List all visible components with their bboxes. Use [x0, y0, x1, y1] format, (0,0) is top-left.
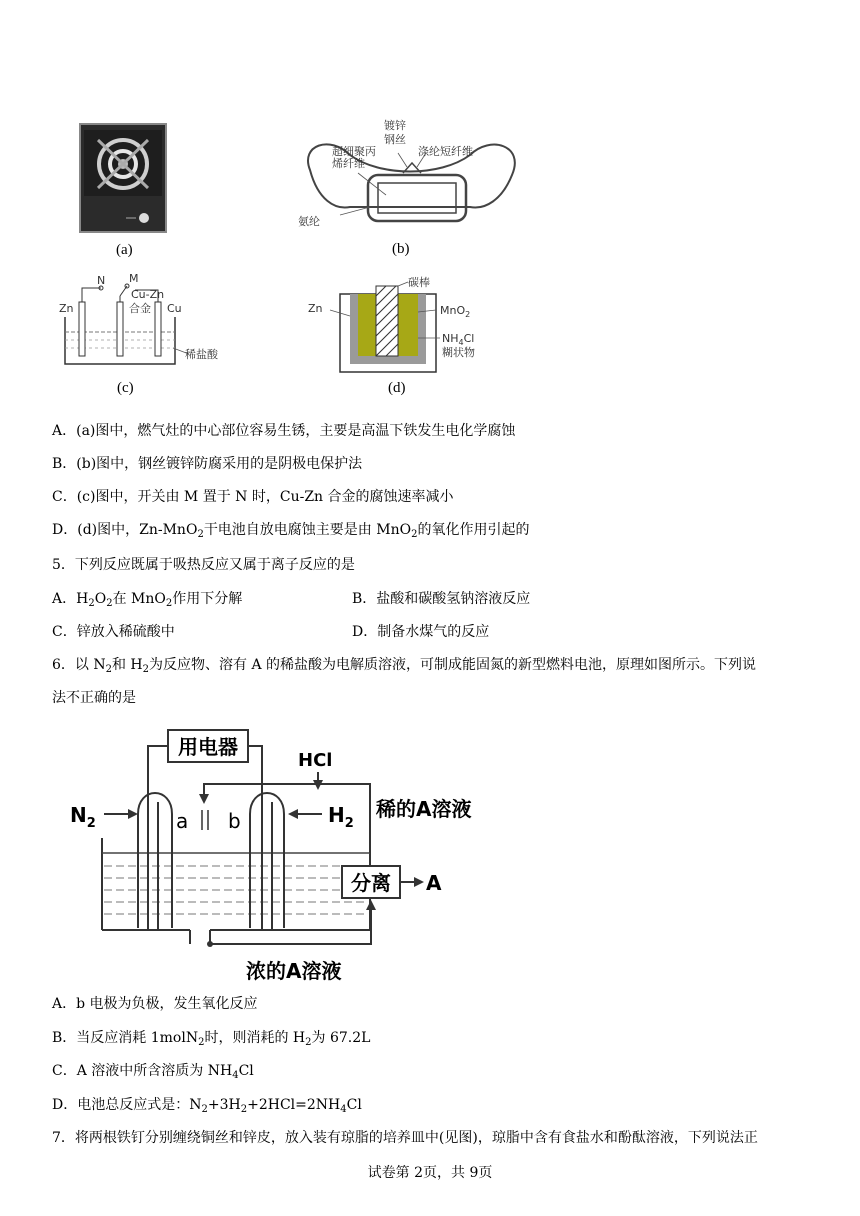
- zn-label: Zn: [59, 302, 74, 315]
- paste-label: 糊状物: [442, 346, 475, 359]
- fuel-cell-diagram: [60, 718, 500, 988]
- q7-stem: 7．将两根铁钉分别缠绕铜丝和锌皮，放入装有琼脂的培养皿中(见图)，琼脂中含有食盐水和酚酞溶液，下列说法正: [52, 1130, 758, 1146]
- dilute-hcl-label: 稀盐酸: [185, 348, 218, 361]
- q6-option-b: B．当反应消耗 1molN$_2$时，则消耗的 $H_2$为 67.2L: [52, 1030, 371, 1048]
- product-a-label: A: [426, 871, 442, 895]
- mno2-label: MnO: [440, 304, 466, 317]
- n2-label: N: [70, 803, 87, 827]
- svg-text:NH4Cl: $NH_4Cl$: [442, 332, 475, 347]
- h2-subscript: 2: [344, 816, 354, 831]
- switch-m-label: M: [129, 272, 139, 285]
- figure-d-caption: (d): [388, 380, 406, 396]
- svg-text:H2: [328, 803, 354, 831]
- label-polypropylene-1: 超细聚丙: [332, 145, 376, 158]
- zn-case-label: Zn: [308, 302, 323, 315]
- cu-zn-label: Cu-Zn: [131, 288, 165, 301]
- mno2-subscript: 2: [465, 310, 471, 319]
- electrode-b-label: b: [228, 809, 241, 833]
- electrode-a-label: a: [176, 809, 189, 833]
- dry-cell-diagram: [300, 272, 500, 380]
- svg-text:MnO2: [440, 304, 470, 319]
- label-steel-wire: 钢丝: [384, 133, 406, 146]
- figure-c-caption: (c): [117, 380, 134, 396]
- page-footer: 试卷第 2页，共 9页: [367, 1165, 493, 1181]
- alloy-label: 合金: [129, 302, 151, 315]
- svg-text:N2: [70, 803, 96, 831]
- n2-subscript: 2: [86, 816, 96, 831]
- q4-option-a: A．(a)图中，燃气灶的中心部位容易生锈，主要是高温下铁发生电化学腐蚀: [52, 423, 516, 439]
- q5-option-d: D．制备水煤气的反应: [352, 624, 490, 640]
- q4-option-d: D．(d)图中，Zn-MnO$_2$干电池自放电腐蚀主要是由 MnO$_2$的氧化作用引起的: [52, 522, 530, 540]
- figure-d: [300, 272, 500, 404]
- figure-a: [78, 122, 170, 262]
- hcl-label: HCl: [298, 750, 333, 771]
- concentrated-solution-label: 浓的A溶液: [246, 959, 342, 983]
- label-polypropylene-2: 烯纤维: [332, 157, 365, 170]
- q6-option-c: C．A 溶液中所含溶质为 $NH_4Cl$: [52, 1063, 254, 1081]
- nh4cl-label-cl: Cl: [463, 332, 475, 345]
- q6-stem-line2: 法不正确的是: [52, 690, 136, 706]
- q5-option-a: A．$H_2O_2$在 MnO$_2$作用下分解: [52, 591, 243, 609]
- q5-option-c: C．锌放入稀硫酸中: [52, 624, 175, 640]
- q6-stem-line1: 6．以 $N_2$和 $H_2$为反应物、溶有 A 的稀盐酸为电解质溶液，可制成能固氮的新型燃料电池，原理如图所示。下列说: [52, 657, 757, 675]
- figure-c: [55, 272, 245, 404]
- gas-stove-image: [78, 122, 170, 234]
- h2-label: H: [328, 803, 345, 827]
- q5-stem: 5．下列反应既属于吸热反应又属于离子反应的是: [52, 557, 355, 573]
- q5-option-b: B．盐酸和碳酸氢钠溶液反应: [352, 591, 531, 607]
- alloy-corrosion-diagram: [55, 272, 245, 380]
- q4-option-b: B．(b)图中，钢丝镀锌防腐采用的是阴极电保护法: [52, 456, 363, 472]
- separator-label: 分离: [351, 871, 391, 895]
- device-label: 用电器: [178, 735, 238, 759]
- dilute-solution-label: 稀的A溶液: [376, 797, 472, 821]
- label-spandex: 氨纶: [298, 215, 320, 228]
- carbon-rod-label: 碳棒: [408, 276, 430, 289]
- cu-label: Cu: [167, 302, 182, 315]
- q6-option-a: A．b 电极为负极，发生氧化反应: [52, 996, 258, 1012]
- figure-a-caption: (a): [116, 242, 133, 258]
- goggles-diagram: [290, 115, 530, 245]
- switch-n-label: N: [97, 274, 106, 287]
- q4-option-c: C．(c)图中，开关由 M 置于 N 时，Cu-Zn 合金的腐蚀速率减小: [52, 489, 454, 505]
- figure-b-caption: (b): [392, 241, 410, 257]
- q6-option-d: D．电池总反应式是：$N_2+3H_2+2HCl=2NH_4Cl$: [52, 1097, 362, 1115]
- label-zinc-plating: 镀锌: [384, 119, 406, 132]
- nh4cl-label-nh: NH: [442, 332, 459, 345]
- figure-b: [290, 115, 530, 265]
- label-polyester-fiber: 涤纶短纤维: [418, 145, 473, 158]
